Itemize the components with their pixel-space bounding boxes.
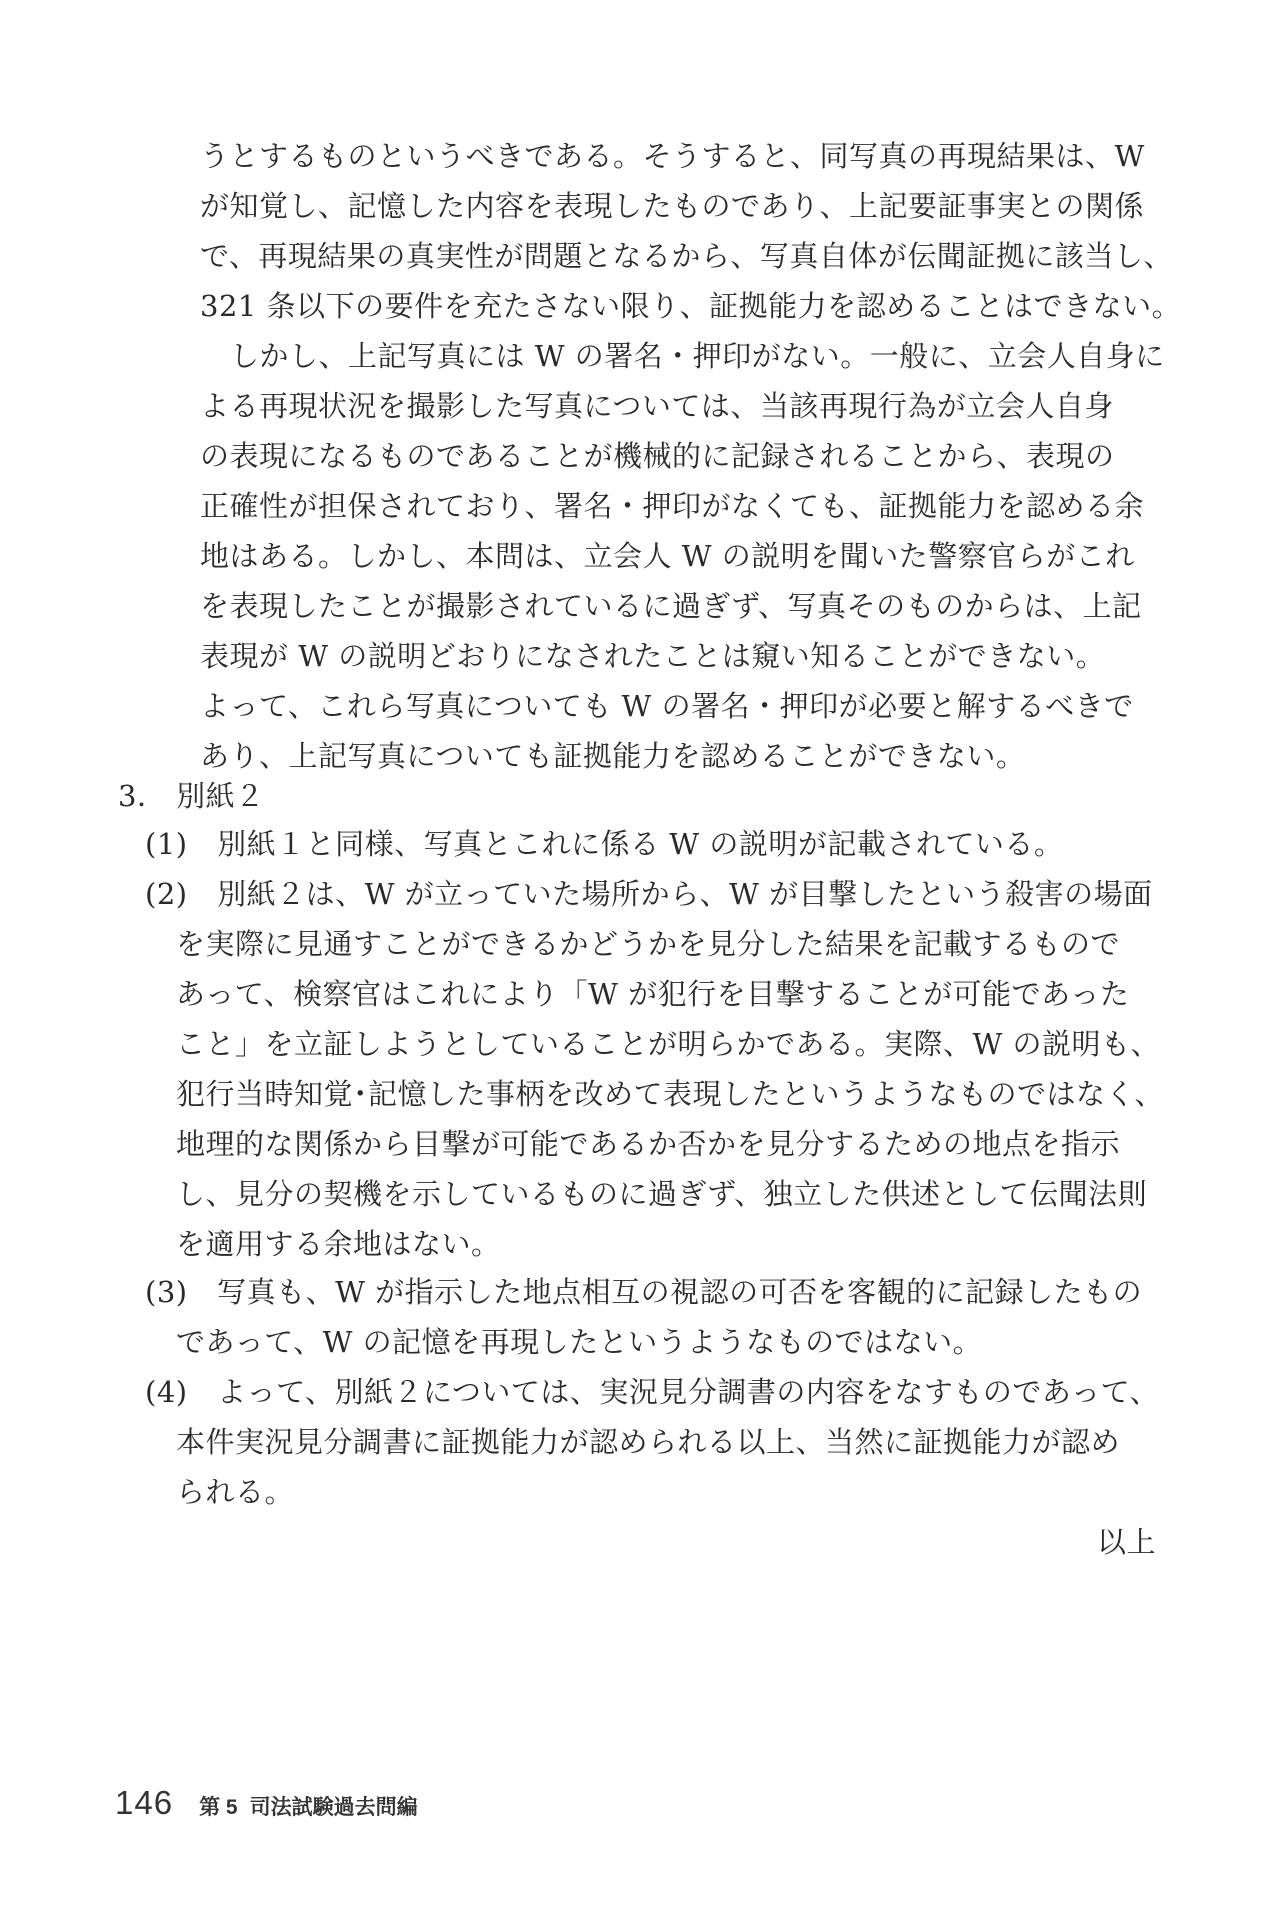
- text-line: 正確性が担保されており、署名・押印がなくても、証拠能力を認める余: [200, 489, 1145, 523]
- text-line: を表現したことが撮影されているに過ぎず、写真そのものからは、上記: [200, 589, 1142, 623]
- text-line: あり、上記写真についても証拠能力を認めることができない。: [200, 739, 1026, 773]
- list-item-2: (2) 別紙２は、W が立っていた場所から、W が目撃したという殺害の場面: [145, 877, 1153, 911]
- chapter-label: 第 5: [199, 1796, 238, 1819]
- list-item-4: (4) よって、別紙２については、実況見分調書の内容をなすものであって、: [145, 1375, 1160, 1409]
- text-line: こと」を立証しようとしていることが明らかである。実際、W の説明も、: [176, 1027, 1161, 1061]
- text-line: 犯行当時知覚･記憶した事柄を改めて表現したというようなものではなく、: [176, 1077, 1164, 1111]
- text-line: 地はある。しかし、本問は、立会人 W の説明を聞いた警察官らがこれ: [200, 539, 1135, 573]
- text-line: であって、W の記憶を再現したというようなものではない。: [176, 1325, 983, 1359]
- chapter-title: 司法試験過去問編: [249, 1796, 418, 1819]
- text-line: の表現になるものであることが機械的に記録されることから、表現の: [200, 439, 1115, 473]
- page-footer: [115, 1784, 418, 1834]
- text-line: うとするものというべきである。そうすると、同写真の再現結果は、W: [200, 139, 1145, 173]
- text-line: し、見分の契機を示しているものに過ぎず、独立した供述として伝聞法則: [176, 1177, 1148, 1211]
- list-item-1: (1) 別紙１と同様、写真とこれに係る W の説明が記載されている。: [145, 827, 1064, 861]
- list-item-3: (3) 写真も、W が指示した地点相互の視認の可否を客観的に記録したもの: [145, 1275, 1143, 1309]
- text-line: で、再現結果の真実性が問題となるから、写真自体が伝聞証拠に該当し、: [200, 239, 1173, 273]
- text-line: あって、検察官はこれにより「W が犯行を目撃することが可能であった: [176, 977, 1130, 1011]
- text-line: 表現が W の説明どおりになされたことは窺い知ることができない。: [200, 639, 1106, 673]
- section-heading: 3． 別紙２: [118, 779, 265, 813]
- text-line: 地理的な関係から目撃が可能であるか否かを見分するための地点を指示: [176, 1127, 1121, 1161]
- text-line: 本件実況見分調書に証拠能力が認められる以上、当然に証拠能力が認め: [176, 1425, 1121, 1459]
- text-line: られる。: [176, 1475, 295, 1509]
- text-line: よって、これら写真についても W の署名・押印が必要と解するべきで: [200, 689, 1134, 723]
- closing-mark: 以上: [1096, 1525, 1156, 1559]
- page-number: 146: [115, 1784, 174, 1821]
- text-line: を適用する余地はない。: [176, 1227, 501, 1261]
- text-line: が知覚し、記憶した内容を表現したものであり、上記要証事実との関係: [200, 189, 1145, 223]
- text-line: を実際に見通すことができるかどうかを見分した結果を記載するもので: [176, 927, 1121, 961]
- text-line: よる再現状況を撮影した写真については、当該再現行為が立会人自身: [200, 389, 1114, 423]
- text-line: しかし、上記写真には W の署名・押印がない。一般に、立会人自身に: [230, 339, 1165, 373]
- text-line: 321 条以下の要件を充たさない限り、証拠能力を認めることはできない。: [200, 289, 1182, 323]
